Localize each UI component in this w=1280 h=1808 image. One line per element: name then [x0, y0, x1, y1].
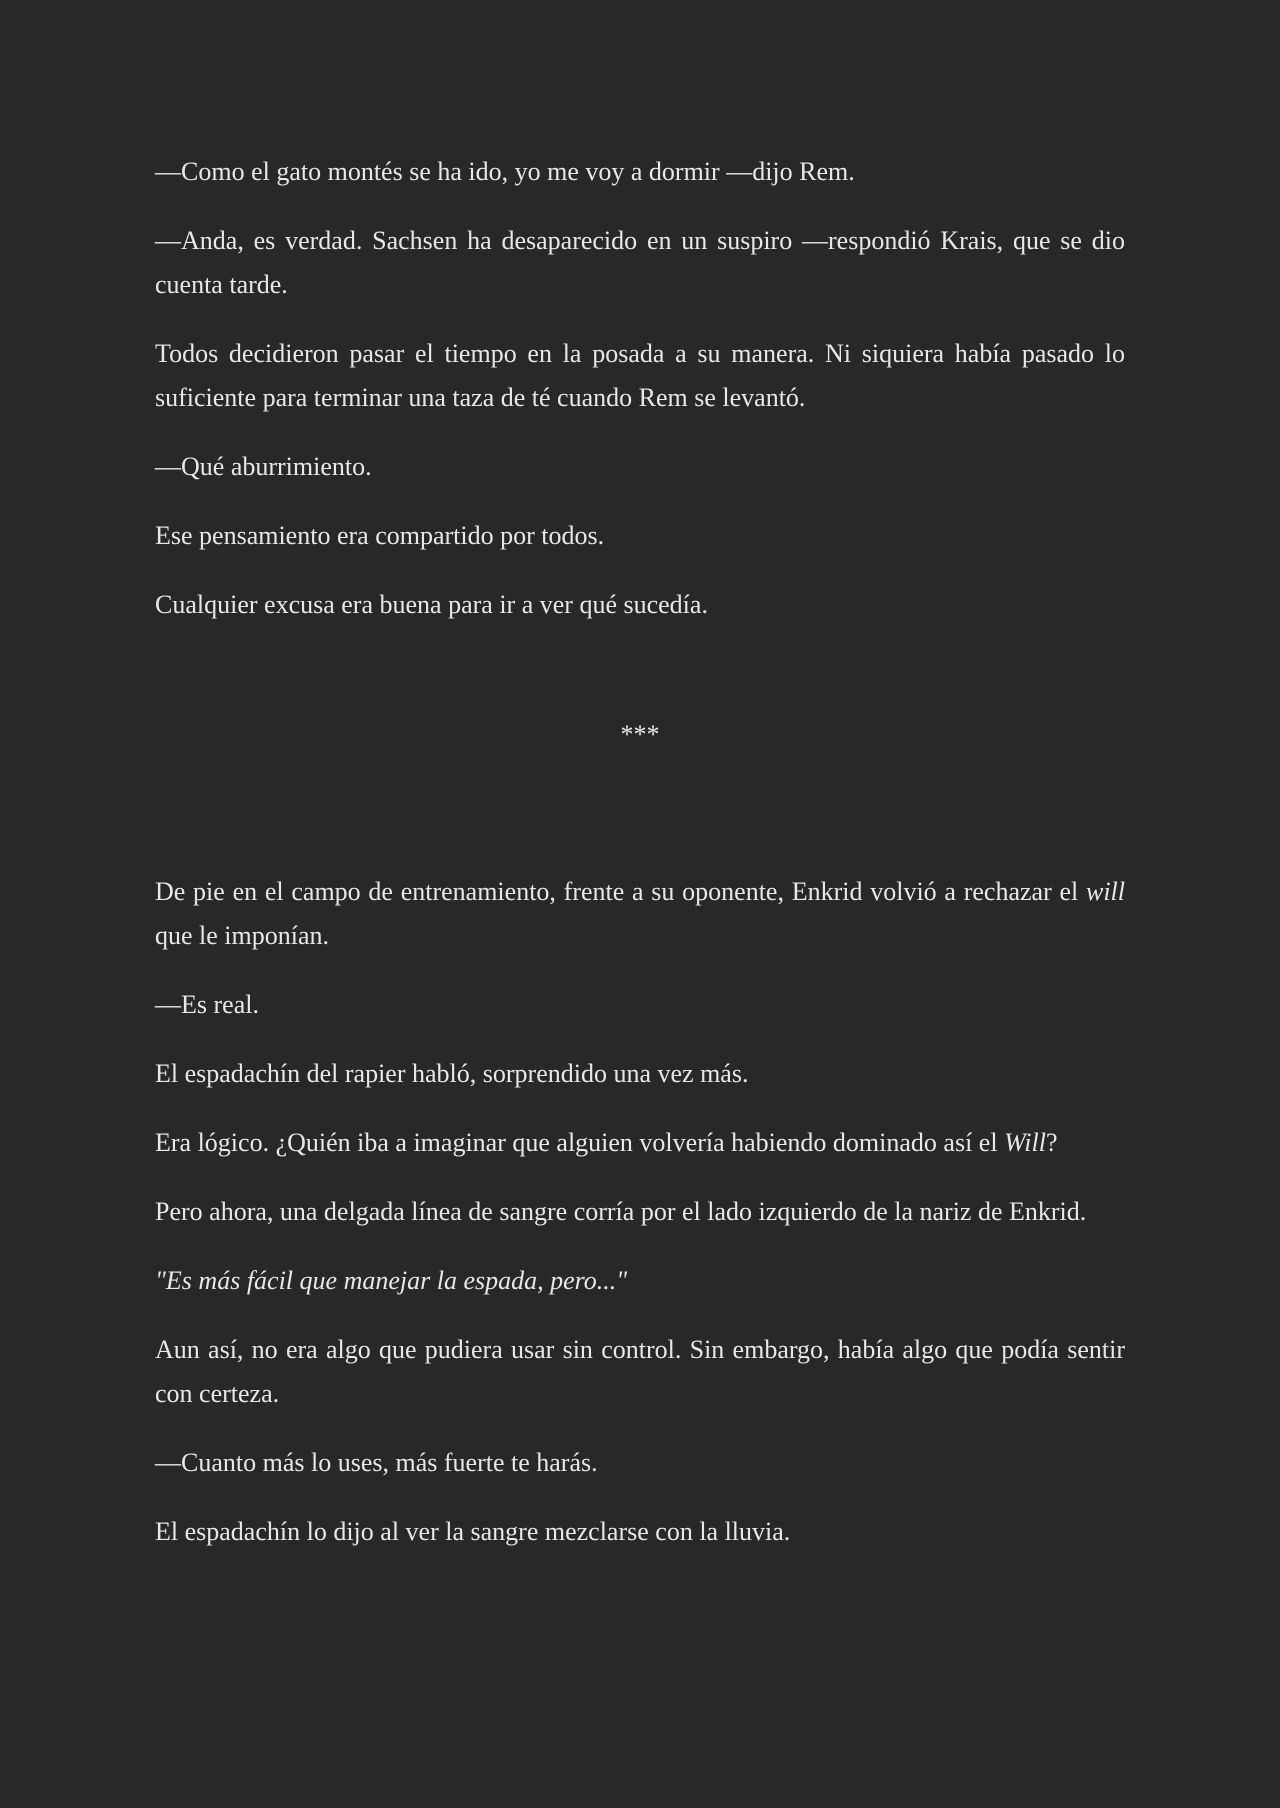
- scene-break: ***: [620, 720, 660, 749]
- text-segment: ?: [1045, 1128, 1058, 1157]
- italic-term: Will: [1004, 1128, 1046, 1157]
- section-1: [155, 150, 1125, 627]
- paragraph: Pero ahora, una delgada línea de sangre corría por el lado izquierdo de la nariz de Enkrid.: [155, 1197, 1087, 1226]
- section-2: [155, 870, 1125, 1554]
- paragraph: —Anda, es verdad. Sachsen ha desaparecido en un suspiro —respondió Krais, que se dio cuenta tarde.: [155, 226, 1125, 299]
- text-segment: De pie en el campo de entrenamiento, frente a su oponente, Enkrid volvió a rechazar el: [155, 877, 1086, 906]
- thought-paragraph: "Es más fácil que manejar la espada, pero...": [155, 1266, 628, 1295]
- paragraph: Todos decidieron pasar el tiempo en la posada a su manera. Ni siquiera había pasado lo suficiente para terminar una taza de té cuando Rem se levantó.: [155, 339, 1125, 412]
- paragraph: Ese pensamiento era compartido por todos.: [155, 521, 605, 550]
- italic-term: will: [1085, 877, 1125, 906]
- paragraph: El espadachín lo dijo al ver la sangre mezclarse con la lluvia.: [155, 1517, 791, 1546]
- paragraph: —Es real.: [155, 990, 259, 1019]
- paragraph: [155, 1121, 1125, 1165]
- paragraph: —Como el gato montés se ha ido, yo me voy a dormir —dijo Rem.: [155, 157, 855, 186]
- paragraph: —Qué aburrimiento.: [155, 452, 372, 481]
- text-segment: que le imponían.: [155, 921, 330, 950]
- paragraph: [155, 870, 1125, 958]
- text-segment: Era lógico. ¿Quién iba a imaginar que alguien volvería habiendo dominado así el: [155, 1128, 1005, 1157]
- paragraph: El espadachín del rapier habló, sorprendido una vez más.: [155, 1059, 749, 1088]
- paragraph: Aun así, no era algo que pudiera usar sin control. Sin embargo, había algo que podía sentir con certeza.: [155, 1335, 1125, 1408]
- paragraph: —Cuanto más lo uses, más fuerte te harás.: [155, 1448, 598, 1477]
- paragraph: Cualquier excusa era buena para ir a ver qué sucedía.: [155, 590, 708, 619]
